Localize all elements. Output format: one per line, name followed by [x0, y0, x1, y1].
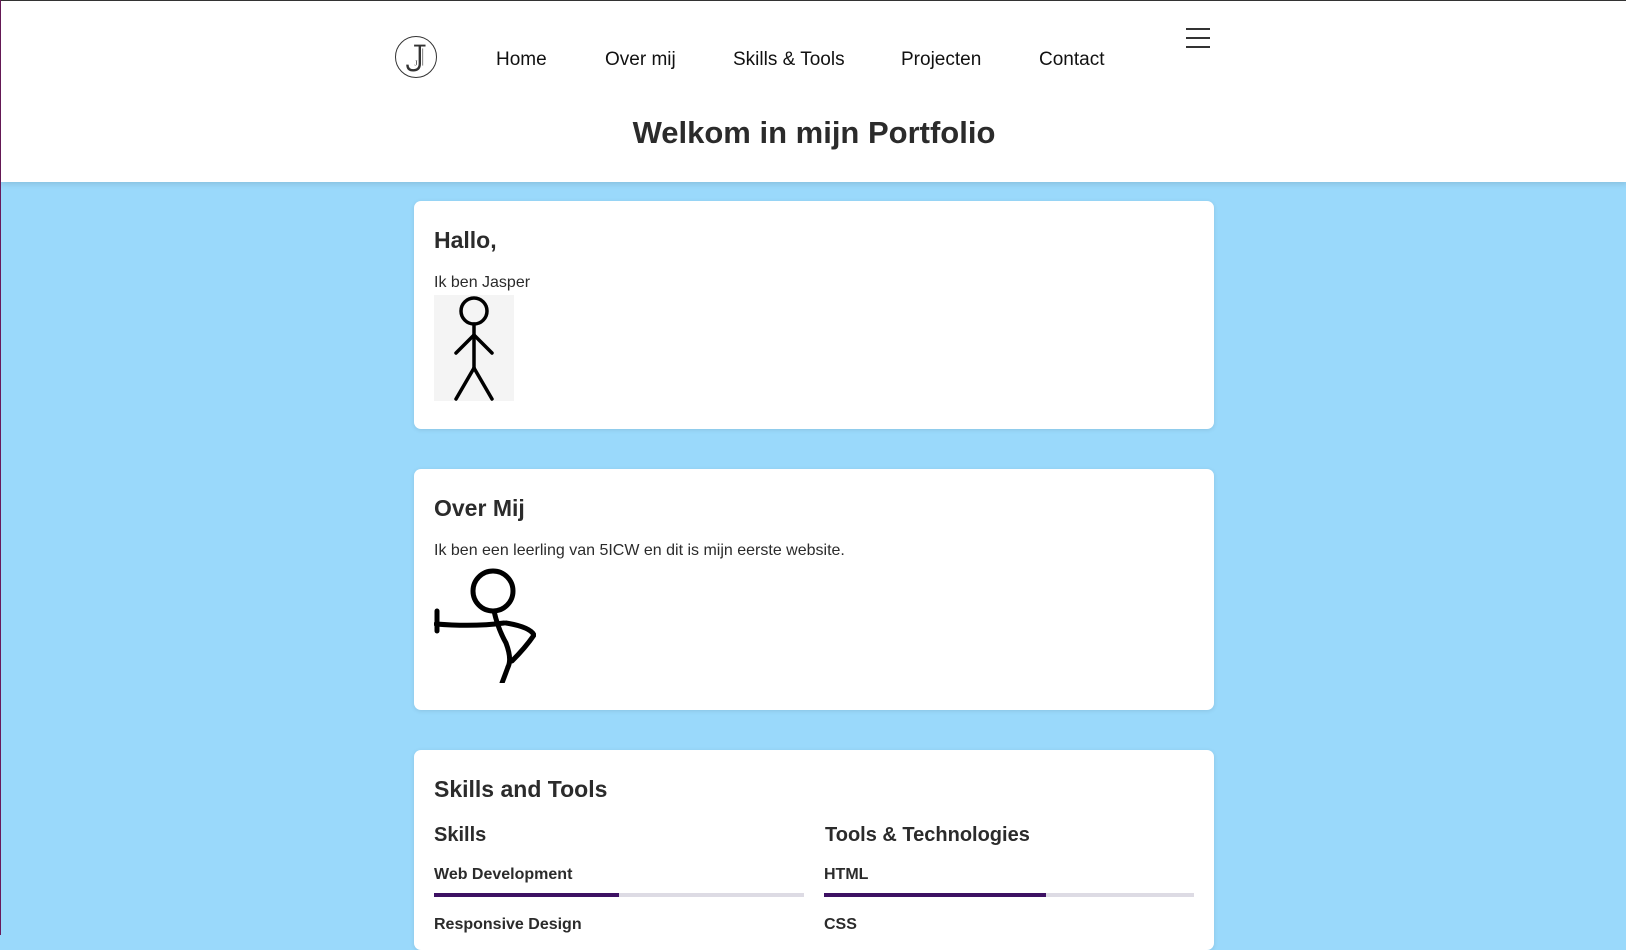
stick-figure-image [434, 295, 514, 401]
hello-heading: Hallo, [434, 227, 497, 253]
skills-column-title: Skills [434, 824, 487, 846]
about-heading: Over Mij [434, 495, 525, 521]
hello-text: Ik ben Jasper [434, 274, 531, 291]
hamburger-line [1186, 28, 1210, 30]
nav-skills-tools[interactable]: Skills & Tools [733, 49, 845, 70]
hamburger-line [1186, 37, 1210, 39]
stick-figure-stretching-image [434, 567, 536, 683]
nav-projecten[interactable]: Projecten [901, 49, 982, 70]
about-text: Ik ben een leerling van 5ICW en dit is mijn eerste website. [434, 542, 845, 559]
skills-card [414, 750, 1214, 950]
site-header [1, 0, 1626, 182]
main-nav [1, 49, 1626, 75]
skill-progress-fill [434, 893, 619, 897]
page-title: Welkom in mijn Portfolio [632, 115, 996, 150]
stick-figure-icon [434, 295, 514, 401]
skills-heading: Skills and Tools [434, 776, 608, 802]
tool-name: CSS [824, 916, 857, 933]
hello-card [414, 201, 1214, 429]
nav-over-mij[interactable]: Over mij [605, 49, 676, 70]
nav-home[interactable]: Home [496, 49, 547, 70]
stick-figure-stretching-icon [434, 567, 536, 683]
tools-column-title: Tools & Technologies [825, 824, 1030, 846]
hamburger-line [1186, 46, 1210, 48]
tool-progress-bar [824, 893, 1194, 897]
skill-progress-bar [434, 893, 804, 897]
tool-progress-fill [824, 893, 1046, 897]
logo-letter: J [414, 58, 418, 68]
tool-name: HTML [824, 866, 869, 883]
skill-name: Web Development [434, 866, 573, 883]
about-card [414, 469, 1214, 710]
skill-name: Responsive Design [434, 916, 582, 933]
hamburger-menu-icon[interactable] [1186, 28, 1210, 48]
nav-contact[interactable]: Contact [1039, 49, 1105, 70]
